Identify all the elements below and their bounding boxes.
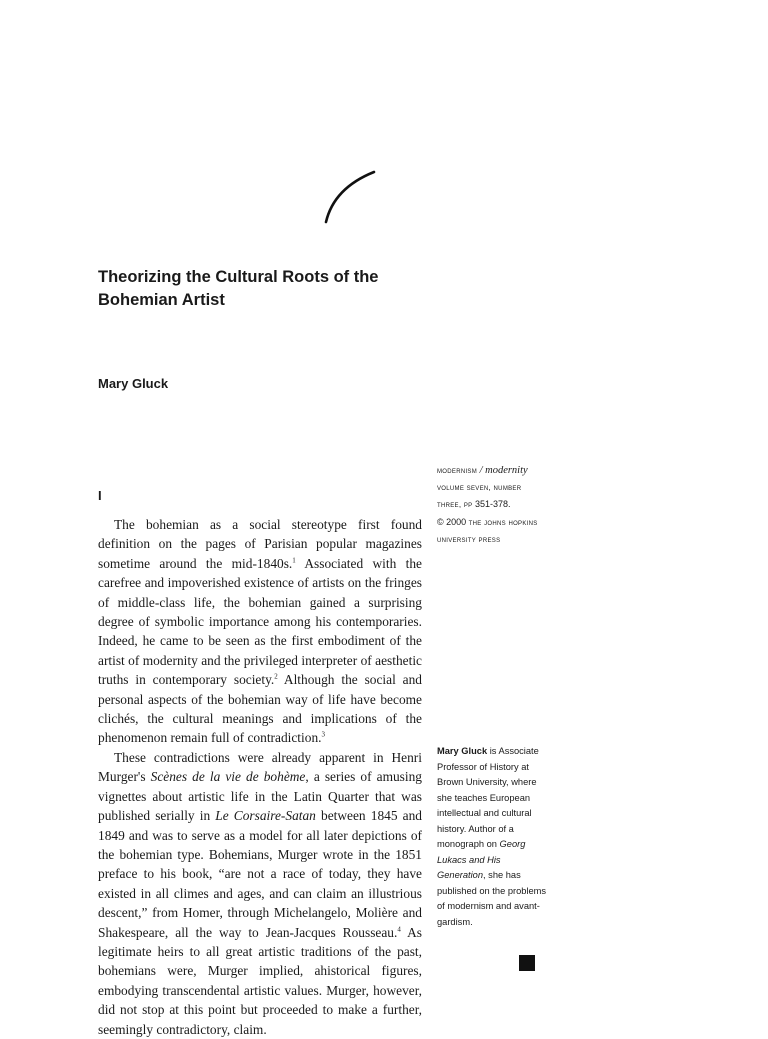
periodical-title: Le Corsaire-Satan	[215, 808, 316, 824]
journal-volume: volume seven, number	[437, 482, 522, 492]
bio-book-title: Georg Lukacs and His Generation	[437, 839, 526, 880]
footnote-ref[interactable]: 2	[274, 672, 278, 681]
author-bio: Mary Gluck is Associate Professor of History at Brown University, where she teaches European intellectual and cultural history. Author of a monograph on Georg Lukacs and His Generation, she has published on the problems of modernism and avant-gardism.	[437, 746, 547, 927]
footnote-ref[interactable]: 3	[321, 731, 325, 739]
copyright: © 2000	[437, 516, 467, 527]
decorative-arc	[320, 168, 380, 228]
footnote-ref[interactable]: 1	[292, 556, 296, 565]
article-title: Theorizing the Cultural Roots of the Bohemian Artist	[98, 268, 379, 309]
journal-pages: 351-378.	[475, 499, 511, 509]
paragraph-2: These contradictions were already apparent in Henri Murger's Scènes de la vie de bohème, a series of amusing vignettes about artistic life in the Latin Quarter that was published serially in Le Corsaire-Satan between 1845 and 1849 and was to serve as a model for all later depictions of the bohemian type. Bohemians, Murger wrote in the 1851 preface to his book, “are not a race of today, they have existed in all climes and ages, and can claim an illustrious descent,” from Homer, through Michelangelo, Molière and Shakespeare, all the way to Jean-Jacques Rousseau.$^4$ As legitimate heirs to all great artistic traditions of the past, bohemians were, Murger implied, ahistorical figures, embodying transcendental artistic values. Murger, however, did not stop at this point but proceeded to make a further, seemingly contradictory, claim.	[98, 749, 423, 1037]
article-author: Mary Gluck	[98, 376, 169, 391]
bio-name: Mary Gluck	[437, 746, 488, 756]
paragraph-1: The bohemian as a social stereotype first found definition on the pages of Parisian popular magazines sometime around the mid-1840s.$^1$ Associated with the carefree and impoverished existence of artists on the fringes of middle-class life, the bohemian gained a surprising degree of symbolic importance among his contemporaries. Indeed, he came to be seen as the first embodiment of the artist of modernity and the privileged interpreter of aesthetic truths in contemporary society.$^2$ Although the social and personal aspects of the bohemian way of life have become clichés, the cultural meanings and implications of the phenomenon remain full of contradiction.$^3$	[98, 517, 423, 746]
footnote-ref[interactable]: 4	[397, 925, 401, 934]
article-body	[98, 515, 422, 1039]
end-mark-square	[519, 955, 535, 971]
journal-name-prefix: modernism	[437, 466, 478, 475]
journal-citation: modernism / modernity volume seven, number three, pp 351-378. © 2000 the johns hopkins university press	[437, 462, 557, 549]
journal-name-suffix: / modernity	[479, 465, 528, 476]
section-number: I	[98, 488, 102, 503]
book-title: Scènes de la vie de bohème	[150, 769, 306, 785]
